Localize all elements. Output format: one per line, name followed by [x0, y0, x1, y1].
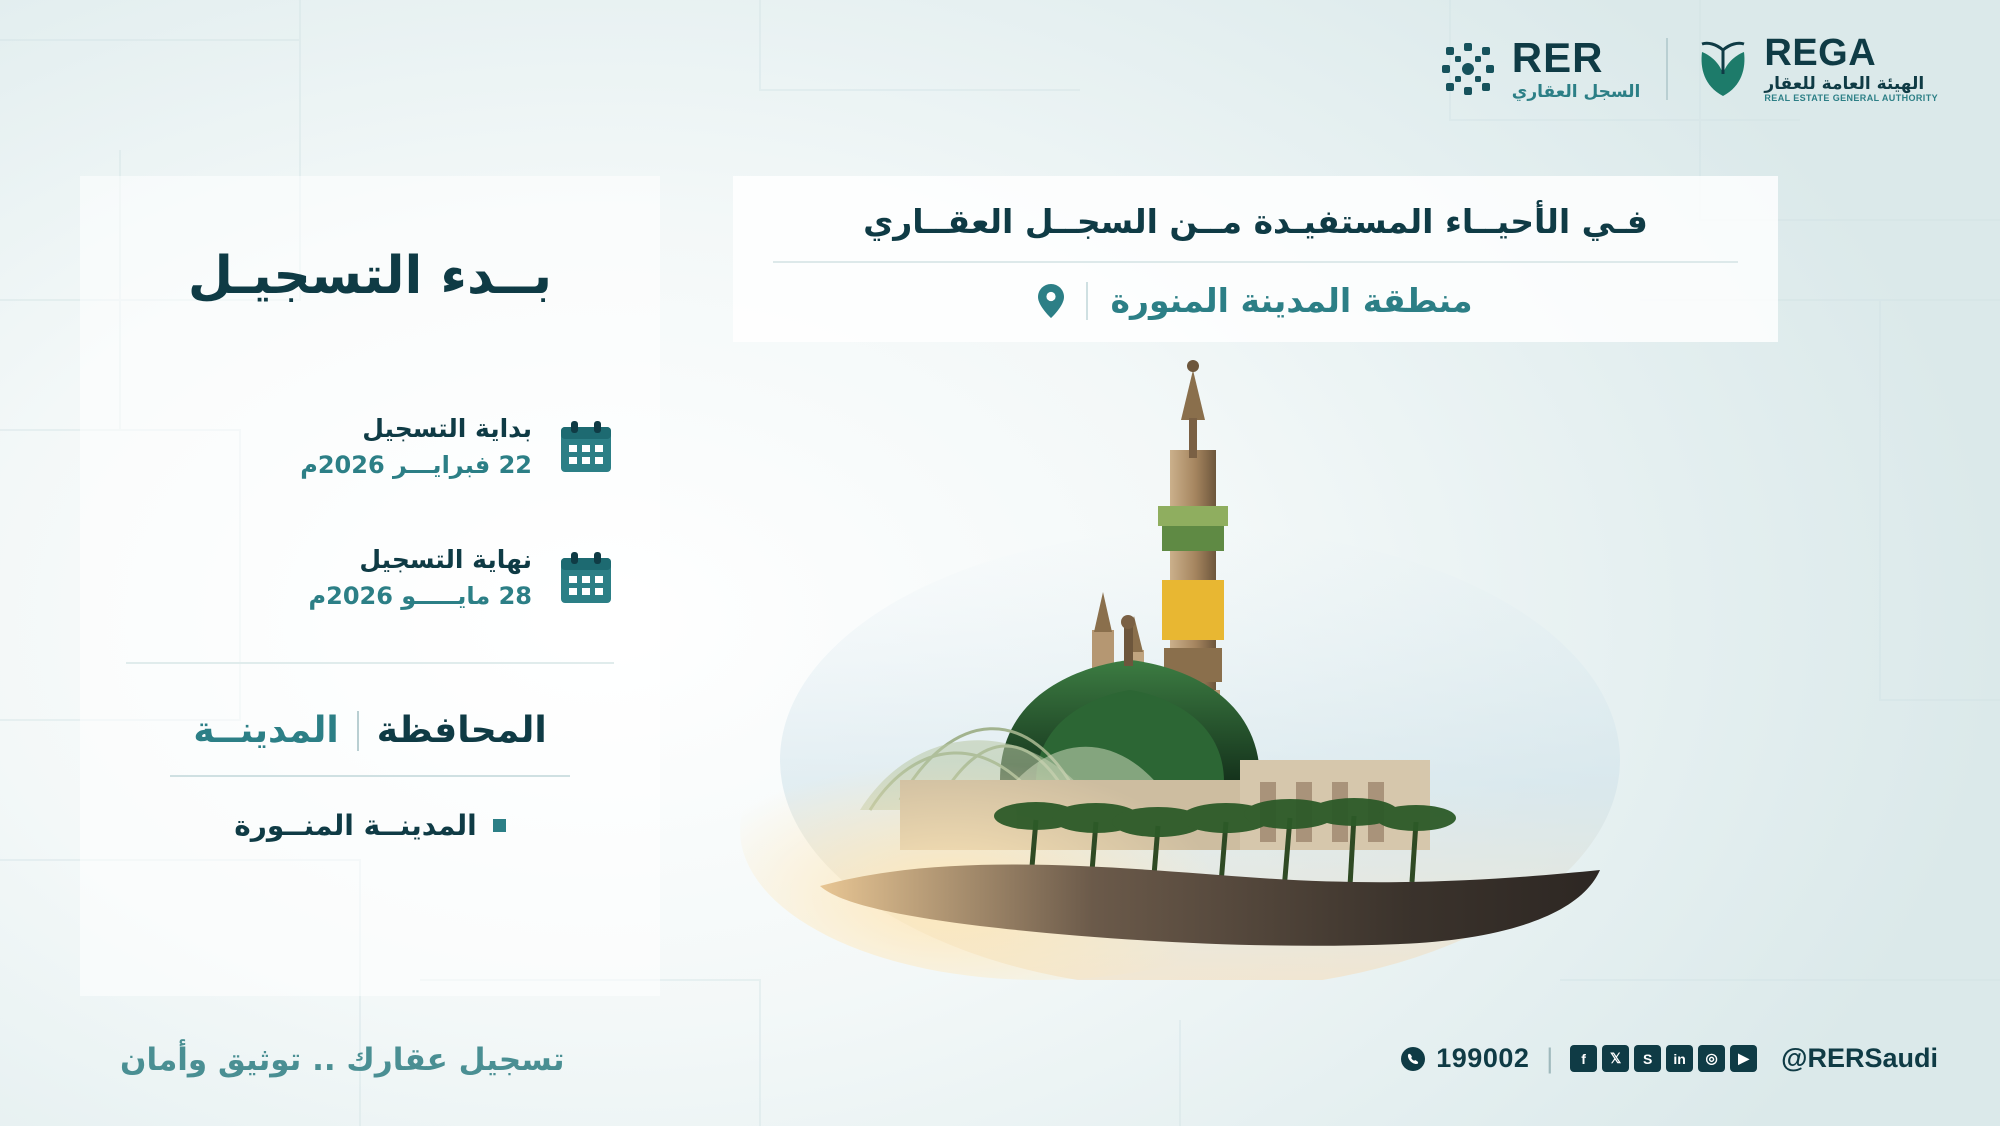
banner-box [733, 176, 1778, 342]
region-name: منطقة المدينة المنورة [1110, 281, 1473, 320]
banner-separator [773, 261, 1738, 263]
registration-end-row [126, 545, 614, 610]
social-handle[interactable]: @RERSaudi [1781, 1043, 1938, 1073]
rer-logo-ar: السجل العقاري [1511, 81, 1641, 102]
cities-header-divider [357, 711, 359, 751]
phone-icon [1400, 1046, 1426, 1072]
rega-logo-en: REGA [1764, 32, 1877, 74]
mosque-illustration [700, 330, 1700, 980]
city-header: المدينــة [193, 710, 339, 751]
social-links[interactable] [1570, 1045, 1757, 1072]
rer-grid-mark-icon [1438, 39, 1498, 99]
x-twitter-icon[interactable]: 𝕏 [1602, 1045, 1629, 1072]
facebook-icon[interactable]: f [1570, 1045, 1597, 1072]
region-divider [1086, 282, 1088, 320]
banner-section [733, 176, 1778, 342]
rega-palm-mark-icon [1694, 38, 1752, 100]
rega-logo [1694, 34, 1938, 103]
cities-header [126, 710, 614, 751]
phone-block [1400, 1043, 1529, 1074]
registration-end-label: نهاية التسجيل [359, 545, 532, 574]
registration-end-value: 28 مايـــــو 2026م [308, 582, 532, 610]
linkedin-icon[interactable]: in [1666, 1045, 1693, 1072]
city-name: المدينــة المنــورة [234, 809, 477, 842]
calendar-icon [558, 419, 614, 475]
rega-logo-ar: الهيئة العامة للعقار [1764, 73, 1925, 94]
location-pin-icon [1038, 284, 1064, 318]
header [0, 34, 2000, 103]
youtube-icon[interactable]: ▶ [1730, 1045, 1757, 1072]
logo-divider [1666, 38, 1668, 100]
cities-rule [170, 775, 570, 777]
registration-start-row [126, 414, 614, 479]
calendar-icon [558, 550, 614, 606]
panel-separator [126, 662, 614, 664]
footer-tagline: تسجيل عقارك .. توثيق وأمان [120, 1042, 565, 1078]
rega-logo-en-sub: REAL ESTATE GENERAL AUTHORITY [1764, 92, 1938, 103]
panel-title: بــدء التسجيـل [187, 246, 553, 306]
dates-list [126, 414, 614, 610]
phone-number[interactable]: 199002 [1436, 1043, 1530, 1073]
logo-group [1438, 34, 1938, 103]
list-item [126, 809, 614, 842]
banner-region [773, 281, 1738, 320]
registration-start-label: بداية التسجيل [362, 414, 532, 443]
square-bullet-icon [493, 819, 506, 832]
instagram-icon[interactable]: ◎ [1698, 1045, 1725, 1072]
footer-contact [1400, 1043, 1938, 1074]
registration-panel [80, 176, 660, 996]
registration-start-value: 22 فبرايـــر 2026م [300, 451, 532, 479]
snapchat-icon[interactable]: S [1634, 1045, 1661, 1072]
banner-title: فـي الأحيــاء المستفيـدة مــن السجــل العقــاري [863, 202, 1648, 241]
governorate-header: المحافظة [376, 710, 547, 751]
footer-divider: | [1545, 1043, 1555, 1074]
rer-logo [1438, 33, 1641, 102]
rer-logo-en: RER [1511, 33, 1604, 81]
